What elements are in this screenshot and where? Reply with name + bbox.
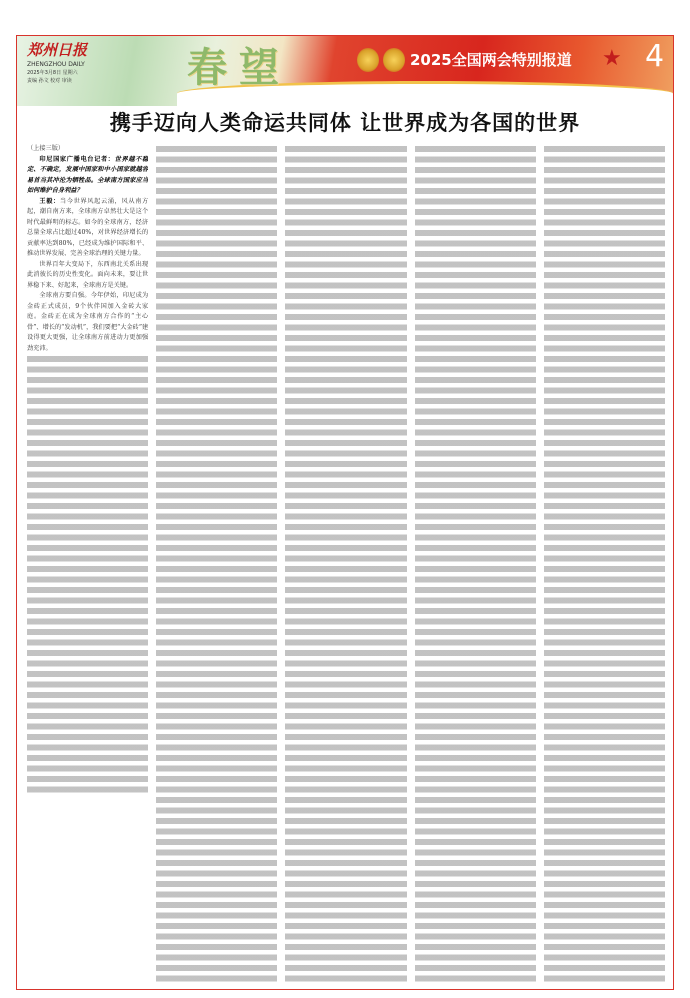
text-block bbox=[544, 144, 665, 984]
headline: 携手迈向人类命运共同体 让世界成为各国的世界 bbox=[109, 111, 581, 135]
editor-line: 责编 孙文 校对 审读 bbox=[27, 78, 72, 84]
paragraph bbox=[27, 197, 148, 260]
star-icon: ★ bbox=[602, 46, 622, 71]
column-3 bbox=[285, 144, 406, 984]
text-block bbox=[27, 354, 148, 794]
paragraph bbox=[27, 155, 148, 197]
page-number: 4 bbox=[645, 39, 665, 74]
text-block bbox=[285, 144, 406, 984]
newspaper-logo-en: ZHENGZHOU DAILY bbox=[27, 61, 85, 68]
paragraph-text: 当今世界风起云涌，风从南方起，潮自南方来，全球南方卓然壮大是这个时代最鲜明的标志。如今的全球南方，经济总量全球占比超过40%，对世界经济增长的贡献率达到80%，已经成为维护国际和平、推动世界发展、完善全球治理的关键力量。 bbox=[27, 197, 149, 257]
issue-date-text: 2025年3月8日 星期六 bbox=[27, 70, 78, 76]
continued-note: （上接三版） bbox=[27, 145, 65, 152]
text-block bbox=[156, 144, 277, 984]
text-block bbox=[415, 144, 536, 984]
paragraph: 世界百年大变局下，东西南北关系出现此消彼长的历史性变化。面向未来，要让世界稳下来、好起来，全球南方是关键。 bbox=[27, 260, 149, 289]
speaker-label: 印尼国家广播电台记者： bbox=[39, 155, 115, 163]
newspaper-logo: 郑州日报 bbox=[27, 41, 88, 59]
article-body bbox=[27, 144, 665, 984]
masthead bbox=[27, 41, 167, 85]
national-emblem-icon bbox=[357, 48, 379, 72]
special-report-title: 2025全国两会特别报道 bbox=[410, 51, 572, 69]
column-2 bbox=[156, 144, 277, 984]
section-title: 春望 bbox=[187, 44, 291, 91]
page-banner bbox=[17, 36, 673, 106]
question-text: 世界越不稳定、不确定，发展中国家和中小国家就越容易首当其冲沦为牺牲品。全球南方国家应当如何维护自身利益？ bbox=[27, 155, 149, 194]
cppcc-emblem-icon bbox=[383, 48, 405, 72]
paragraph: 全球南方要自强。今年伊始，印尼成为金砖正式成员，9个伙伴国加入金砖大家庭。金砖正在成为全球南方合作的“主心骨”、增长的“发动机”，我们要把“大金砖”建设得更大更强，让全球南方前进动力更加强劲充沛。 bbox=[27, 292, 149, 352]
newspaper-page bbox=[16, 35, 674, 990]
column-1 bbox=[27, 144, 148, 984]
column-5 bbox=[544, 144, 665, 984]
speaker-label: 王毅： bbox=[39, 197, 60, 205]
column-4 bbox=[415, 144, 536, 984]
